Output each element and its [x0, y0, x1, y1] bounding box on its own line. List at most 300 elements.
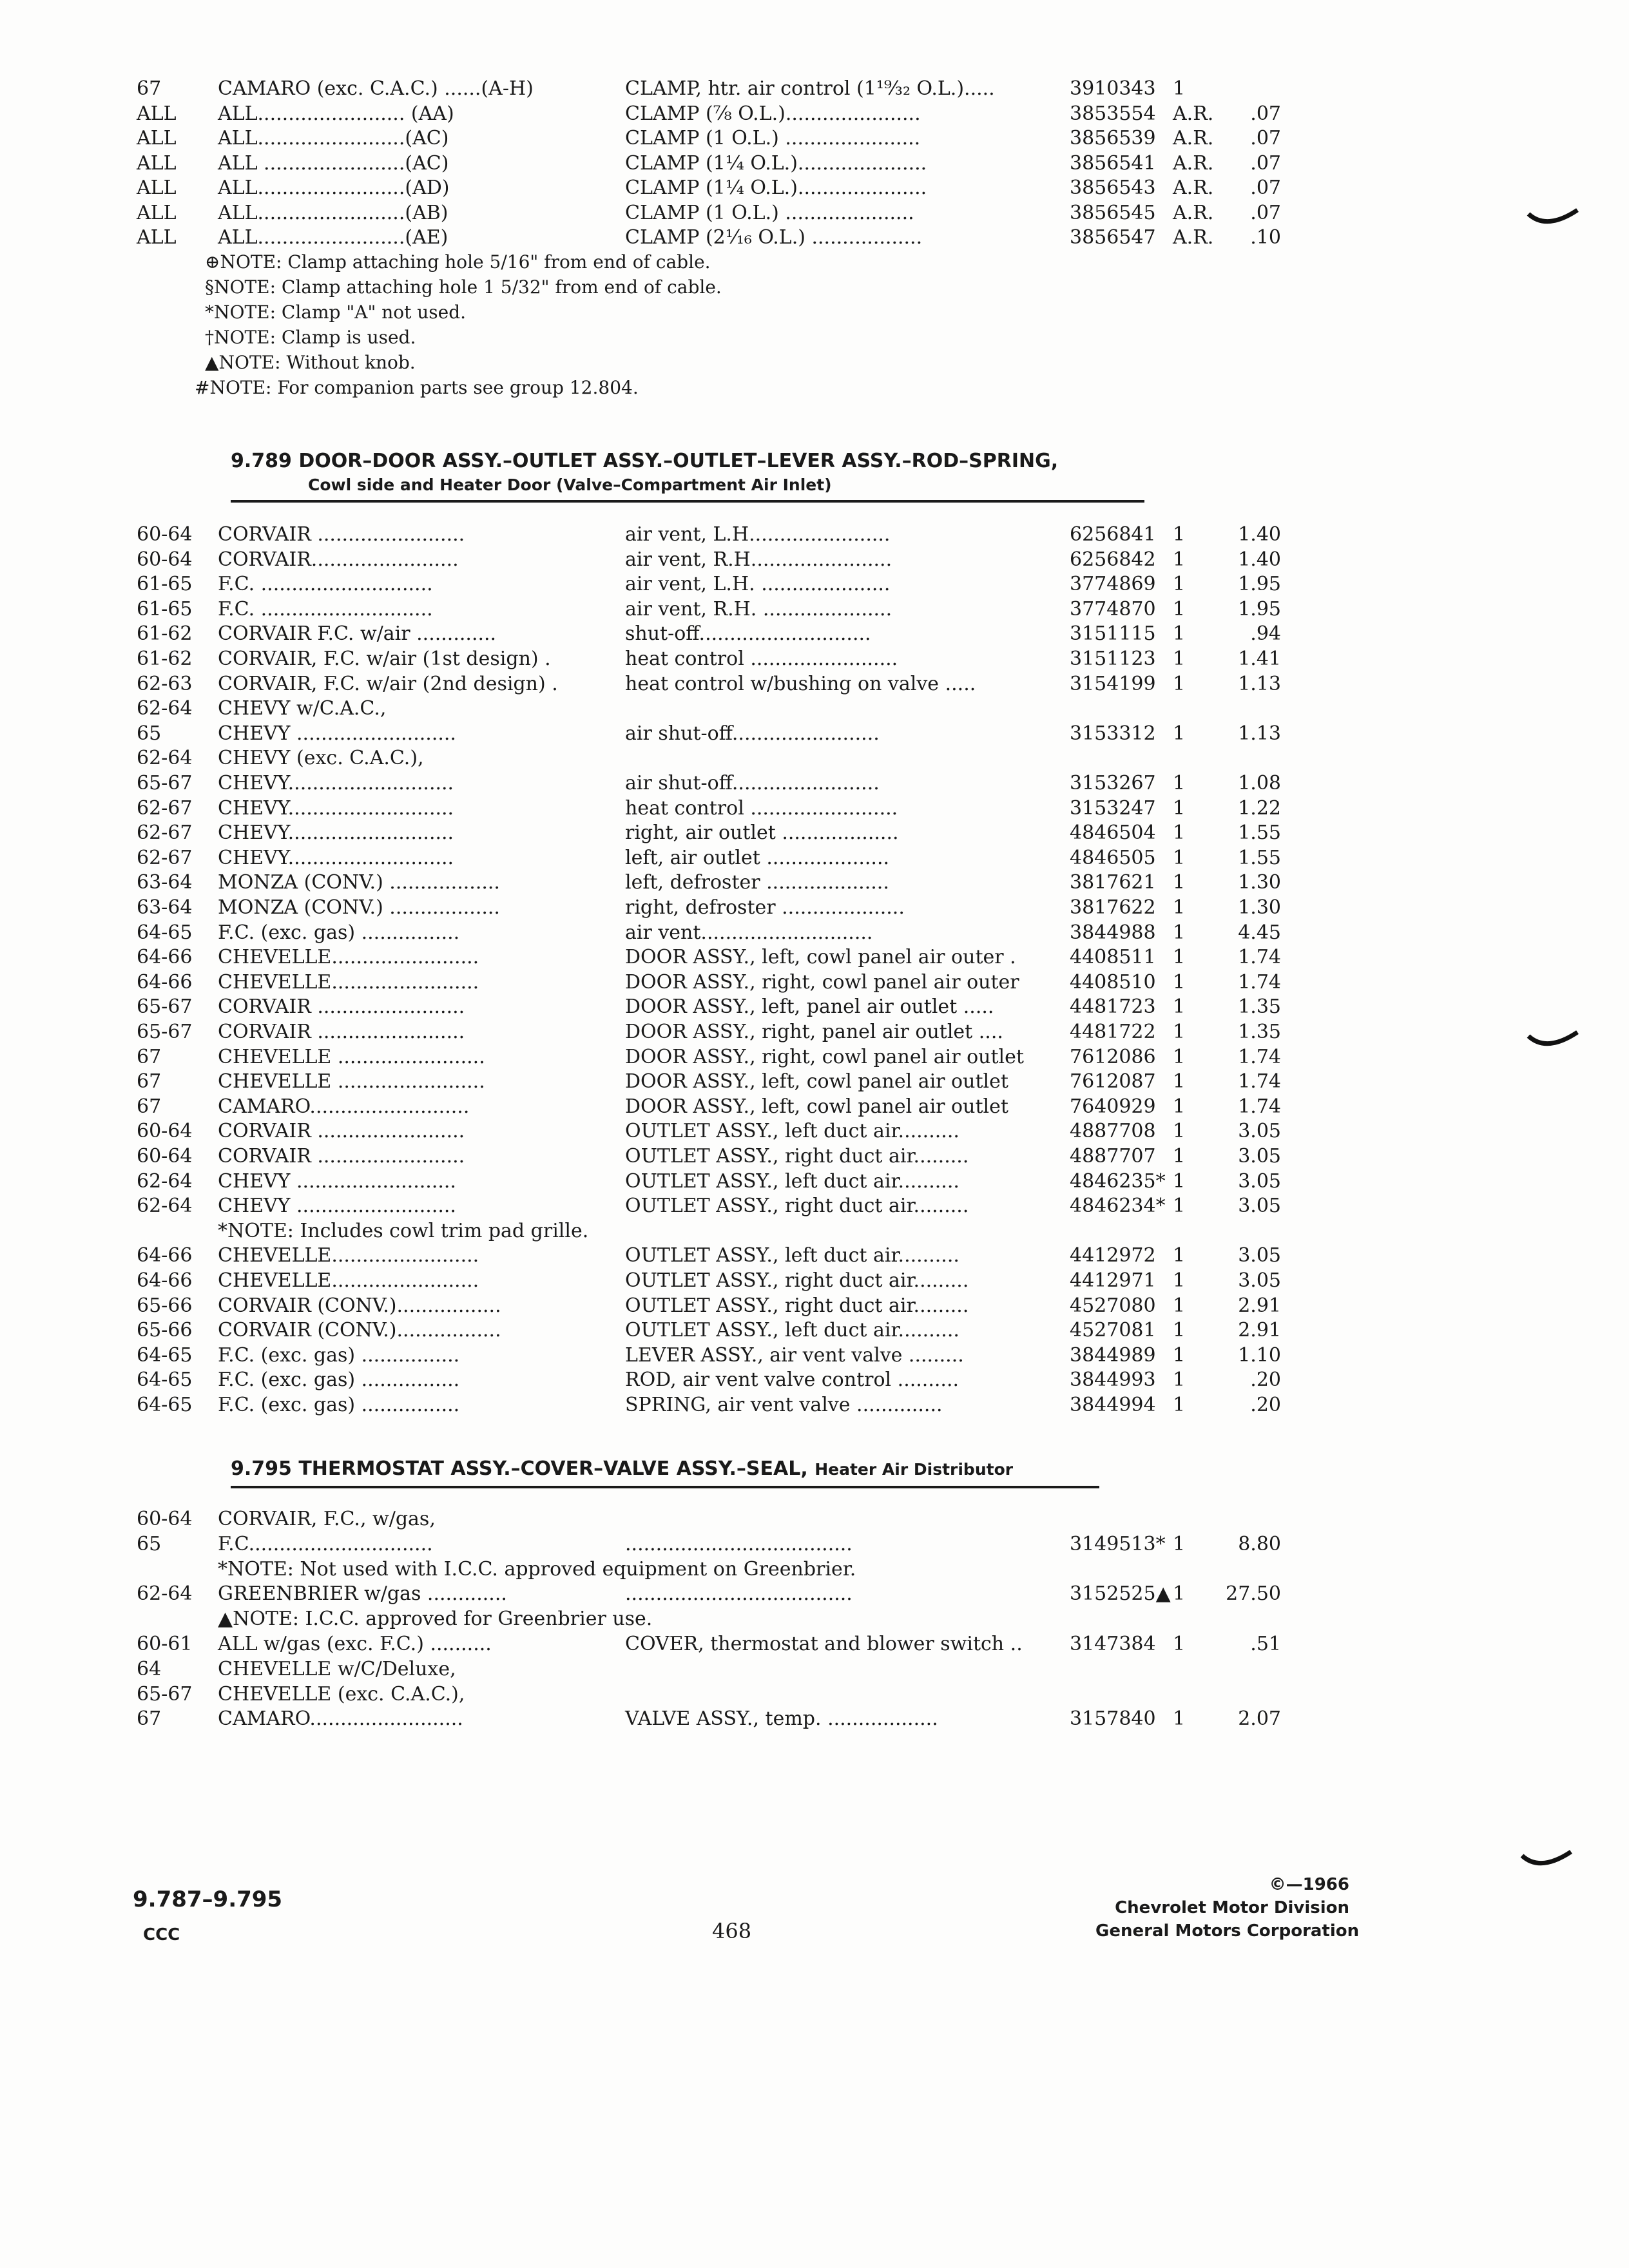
- model-cell: CHEVELLE........................: [218, 970, 479, 994]
- year-cell: 64-66: [137, 970, 193, 994]
- description-cell: DOOR ASSY., left, panel air outlet .....: [625, 995, 994, 1019]
- price-cell: 1.13: [1238, 672, 1281, 695]
- price-cell: .07: [1250, 102, 1281, 125]
- part-number-cell: 4527080: [1070, 1294, 1156, 1317]
- quantity-cell: 1: [1173, 896, 1186, 919]
- model-cell: CHEVELLE........................: [218, 1244, 479, 1267]
- quantity-cell: 1: [1173, 77, 1186, 100]
- price-cell: .07: [1250, 127, 1281, 149]
- quantity-cell: 1: [1173, 523, 1186, 546]
- model-cell: CHEVY...........................: [218, 772, 454, 794]
- part-number-cell: 3147384: [1070, 1633, 1156, 1655]
- parts-row: [0, 1094, 1418, 1120]
- year-cell: 62-64: [137, 1195, 193, 1218]
- parts-row: [0, 1293, 1418, 1319]
- parts-row: [0, 1532, 1418, 1557]
- description-cell: OUTLET ASSY., right duct air.........: [625, 1294, 969, 1317]
- description-cell: air vent............................: [625, 921, 873, 944]
- binding-hole-mark-2: [1527, 1030, 1579, 1052]
- part-number-cell: 7640929: [1070, 1095, 1156, 1118]
- year-cell: 64-65: [137, 1369, 193, 1392]
- footnote: †NOTE: Clamp is used.: [205, 327, 416, 348]
- quantity-cell: 1: [1173, 796, 1186, 820]
- parts-row: [0, 1557, 1418, 1582]
- model-cell: CHEVELLE ........................: [218, 1045, 485, 1068]
- part-number-cell: 6256842: [1070, 548, 1156, 571]
- quantity-cell: 1: [1173, 1319, 1186, 1342]
- parts-row: [0, 225, 1418, 251]
- part-number-cell: 3153267: [1070, 772, 1156, 794]
- price-cell: .51: [1250, 1633, 1281, 1655]
- parts-row: [0, 671, 1418, 697]
- parts-row: [0, 1506, 1418, 1532]
- model-cell: F.C. (exc. gas) ................: [218, 1343, 460, 1367]
- year-cell: 62-67: [137, 846, 193, 869]
- description-cell: heat control ........................: [625, 648, 898, 670]
- part-number-cell: 7612086: [1070, 1045, 1156, 1068]
- description-cell: air vent, L.H. .....................: [625, 573, 891, 596]
- model-cell: CORVAIR, F.C., w/gas,: [218, 1508, 436, 1530]
- price-cell: 3.05: [1238, 1269, 1281, 1292]
- year-cell: 62-67: [137, 822, 193, 845]
- part-number-cell: 3856539: [1070, 127, 1156, 149]
- parts-row: [0, 1193, 1418, 1219]
- part-number-cell: 4846504: [1070, 822, 1156, 845]
- part-number-cell: 4481723: [1070, 995, 1156, 1019]
- description-cell: VALVE ASSY., temp. ..................: [625, 1707, 938, 1731]
- part-number-cell: 4846235*: [1070, 1169, 1166, 1193]
- year-cell: 60-64: [137, 1120, 193, 1143]
- description-cell: DOOR ASSY., right, cowl panel air outer: [625, 970, 1019, 994]
- description-cell: air shut-off........................: [625, 772, 880, 794]
- description-cell: air vent, R.H.......................: [625, 548, 892, 571]
- model-cell: CAMARO (exc. C.A.C.) ......(A-H): [218, 77, 534, 100]
- binding-hole-mark-1: [1527, 207, 1579, 229]
- footer-catalog-code: CCC: [143, 1925, 180, 1945]
- parts-row: [0, 597, 1418, 622]
- description-cell: OUTLET ASSY., right duct air.........: [625, 1145, 969, 1168]
- model-cell: *NOTE: Includes cowl trim pad grille.: [218, 1219, 589, 1242]
- part-number-cell: 4408510: [1070, 970, 1156, 994]
- model-cell: CHEVELLE (exc. C.A.C.),: [218, 1682, 465, 1706]
- price-cell: 1.35: [1238, 1021, 1281, 1043]
- year-cell: 64-65: [137, 1343, 193, 1367]
- footer-corporation: General Motors Corporation: [1095, 1921, 1360, 1941]
- quantity-cell: 1: [1173, 995, 1186, 1019]
- year-cell: ALL: [137, 127, 177, 149]
- part-number-cell: 3774869: [1070, 573, 1156, 596]
- parts-row: [0, 920, 1418, 946]
- year-cell: 67: [137, 1045, 162, 1068]
- part-number-cell: 3856543: [1070, 177, 1156, 199]
- parts-row: [0, 945, 1418, 970]
- part-number-cell: 4481722: [1070, 1021, 1156, 1043]
- section-795-subtitle: Heater Air Distributor: [815, 1460, 1014, 1479]
- parts-row: [0, 1367, 1418, 1393]
- quantity-cell: 1: [1173, 1145, 1186, 1168]
- model-cell: F.C. (exc. gas) ................: [218, 921, 460, 944]
- part-number-cell: 4412971: [1070, 1269, 1156, 1292]
- price-cell: 3.05: [1238, 1145, 1281, 1168]
- year-cell: 67: [137, 1070, 162, 1093]
- binding-hole-mark-3: [1521, 1849, 1572, 1871]
- part-number-cell: 3774870: [1070, 597, 1156, 620]
- footnote: #NOTE: For companion parts see group 12.804.: [195, 377, 639, 398]
- quantity-cell: 1: [1173, 772, 1186, 794]
- year-cell: ALL: [137, 102, 177, 125]
- quantity-cell: A.R.: [1173, 201, 1214, 224]
- quantity-cell: 1: [1173, 722, 1186, 745]
- year-cell: ALL: [137, 151, 177, 175]
- quantity-cell: 1: [1173, 548, 1186, 571]
- part-number-cell: 3154199: [1070, 672, 1156, 695]
- quantity-cell: 1: [1173, 871, 1186, 894]
- quantity-cell: 1: [1173, 1021, 1186, 1043]
- description-cell: CLAMP (1 O.L.) .....................: [625, 201, 914, 224]
- model-cell: CHEVY (exc. C.A.C.),: [218, 747, 424, 770]
- model-cell: F.C. (exc. gas) ................: [218, 1394, 460, 1416]
- part-number-cell: 3153247: [1070, 796, 1156, 820]
- model-cell: CORVAIR ........................: [218, 995, 465, 1019]
- quantity-cell: 1: [1173, 1707, 1186, 1731]
- section-795-title-text: 9.795 THERMOSTAT ASSY.–COVER–VALVE ASSY.–SEAL,: [231, 1457, 808, 1480]
- description-cell: .....................................: [625, 1582, 853, 1606]
- description-cell: OUTLET ASSY., left duct air..........: [625, 1319, 959, 1342]
- part-number-cell: 7612087: [1070, 1070, 1156, 1093]
- parts-row: [0, 994, 1418, 1020]
- price-cell: 3.05: [1238, 1244, 1281, 1267]
- parts-row: [0, 547, 1418, 573]
- quantity-cell: 1: [1173, 822, 1186, 845]
- year-cell: 64-66: [137, 1244, 193, 1267]
- model-cell: CHEVY...........................: [218, 846, 454, 869]
- quantity-cell: 1: [1173, 597, 1186, 620]
- parts-row: [0, 870, 1418, 896]
- page-number: 468: [712, 1919, 752, 1943]
- description-cell: air vent, R.H. .....................: [625, 597, 892, 620]
- quantity-cell: 1: [1173, 1095, 1186, 1118]
- parts-row: [0, 796, 1418, 822]
- parts-row: [0, 1657, 1418, 1682]
- model-cell: CORVAIR F.C. w/air .............: [218, 622, 497, 646]
- part-number-cell: 3149513*: [1070, 1532, 1166, 1555]
- part-number-cell: 3152525▲: [1070, 1582, 1171, 1606]
- model-cell: ALL........................(AB): [218, 201, 448, 224]
- parts-row: [0, 1392, 1418, 1418]
- quantity-cell: 1: [1173, 573, 1186, 596]
- description-cell: SPRING, air vent valve ..............: [625, 1394, 943, 1416]
- part-number-cell: 3151115: [1070, 622, 1156, 646]
- section-789-rule: [231, 500, 1144, 503]
- year-cell: 65-67: [137, 1682, 193, 1706]
- model-cell: ▲NOTE: I.C.C. approved for Greenbrier use.: [218, 1608, 653, 1631]
- quantity-cell: 1: [1173, 1070, 1186, 1093]
- footer-copyright: ©—1966: [1269, 1875, 1349, 1894]
- price-cell: 1.74: [1238, 970, 1281, 994]
- description-cell: ROD, air vent valve control ..........: [625, 1369, 959, 1392]
- year-cell: 60-64: [137, 523, 193, 546]
- price-cell: .10: [1250, 226, 1281, 249]
- quantity-cell: 1: [1173, 1195, 1186, 1218]
- year-cell: 67: [137, 1707, 162, 1731]
- parts-row: [0, 1069, 1418, 1095]
- model-cell: *NOTE: Not used with I.C.C. approved equipment on Greenbrier.: [218, 1557, 856, 1581]
- price-cell: 1.08: [1238, 772, 1281, 794]
- model-cell: CAMARO..........................: [218, 1095, 470, 1118]
- parts-row: [0, 1119, 1418, 1144]
- parts-row: [0, 1019, 1418, 1045]
- description-cell: LEVER ASSY., air vent valve .........: [625, 1343, 964, 1367]
- quantity-cell: 1: [1173, 1169, 1186, 1193]
- quantity-cell: 1: [1173, 1532, 1186, 1555]
- price-cell: 1.41: [1238, 648, 1281, 670]
- part-number-cell: 3856547: [1070, 226, 1156, 249]
- price-cell: 1.55: [1238, 846, 1281, 869]
- parts-row: [0, 1169, 1418, 1195]
- part-number-cell: 4887708: [1070, 1120, 1156, 1143]
- description-cell: right, air outlet ...................: [625, 822, 899, 845]
- part-number-cell: 4412972: [1070, 1244, 1156, 1267]
- part-number-cell: 3844989: [1070, 1343, 1156, 1367]
- year-cell: 65: [137, 1532, 162, 1555]
- parts-row: [0, 1144, 1418, 1169]
- year-cell: 61-62: [137, 622, 193, 646]
- year-cell: 65-67: [137, 995, 193, 1019]
- description-cell: DOOR ASSY., left, cowl panel air outlet: [625, 1095, 1008, 1118]
- model-cell: CORVAIR ........................: [218, 523, 465, 546]
- model-cell: F.C. ............................: [218, 573, 433, 596]
- year-cell: 65: [137, 722, 162, 745]
- parts-row: [0, 101, 1418, 127]
- section-795-title: [231, 1457, 1013, 1480]
- parts-row: [0, 1218, 1418, 1244]
- model-cell: CORVAIR ........................: [218, 1120, 465, 1143]
- parts-row: [0, 696, 1418, 722]
- year-cell: 63-64: [137, 871, 193, 894]
- parts-row: [0, 1268, 1418, 1294]
- part-number-cell: 3844994: [1070, 1394, 1156, 1416]
- parts-row: [0, 200, 1418, 226]
- part-number-cell: 3817622: [1070, 896, 1156, 919]
- part-number-cell: 6256841: [1070, 523, 1156, 546]
- year-cell: 67: [137, 77, 162, 100]
- model-cell: MONZA (CONV.) ..................: [218, 896, 500, 919]
- model-cell: ALL........................ (AA): [218, 102, 454, 125]
- parts-row: [0, 1581, 1418, 1607]
- year-cell: 64-65: [137, 921, 193, 944]
- description-cell: OUTLET ASSY., left duct air..........: [625, 1244, 959, 1267]
- quantity-cell: 1: [1173, 921, 1186, 944]
- section-789-title: 9.789 DOOR–DOOR ASSY.–OUTLET ASSY.–OUTLET–LEVER ASSY.–ROD–SPRING,: [231, 450, 1059, 472]
- description-cell: CLAMP (1 O.L.) ......................: [625, 127, 921, 149]
- year-cell: 64: [137, 1657, 162, 1680]
- price-cell: 27.50: [1226, 1582, 1281, 1606]
- year-cell: 60-64: [137, 548, 193, 571]
- quantity-cell: 1: [1173, 1244, 1186, 1267]
- parts-row: [0, 151, 1418, 177]
- quantity-cell: A.R.: [1173, 127, 1214, 149]
- model-cell: CHEVY...........................: [218, 796, 454, 820]
- footer-group-range: 9.787–9.795: [133, 1887, 283, 1912]
- quantity-cell: 1: [1173, 1045, 1186, 1068]
- year-cell: 61-62: [137, 648, 193, 670]
- price-cell: 3.05: [1238, 1169, 1281, 1193]
- footnote: ⊕NOTE: Clamp attaching hole 5/16" from end of cable.: [205, 251, 711, 273]
- quantity-cell: 1: [1173, 1369, 1186, 1392]
- year-cell: 62-64: [137, 1582, 193, 1606]
- part-number-cell: 4527081: [1070, 1319, 1156, 1342]
- year-cell: 61-65: [137, 597, 193, 620]
- year-cell: 65-66: [137, 1294, 193, 1317]
- description-cell: CLAMP (1¼ O.L.).....................: [625, 151, 927, 175]
- price-cell: 1.74: [1238, 1070, 1281, 1093]
- price-cell: 1.74: [1238, 1045, 1281, 1068]
- year-cell: 62-64: [137, 747, 193, 770]
- model-cell: CHEVY...........................: [218, 822, 454, 845]
- year-cell: 65-67: [137, 1021, 193, 1043]
- price-cell: .07: [1250, 151, 1281, 175]
- description-cell: air shut-off........................: [625, 722, 880, 745]
- quantity-cell: 1: [1173, 1582, 1186, 1606]
- model-cell: CHEVY ..........................: [218, 1195, 456, 1218]
- description-cell: .....................................: [625, 1532, 853, 1555]
- parts-row: [0, 970, 1418, 995]
- parts-row: [0, 845, 1418, 871]
- price-cell: 1.74: [1238, 1095, 1281, 1118]
- parts-row: [0, 1706, 1418, 1732]
- description-cell: heat control w/bushing on valve .....: [625, 672, 976, 695]
- footnote: ▲NOTE: Without knob.: [205, 352, 416, 373]
- parts-row: [0, 126, 1418, 151]
- parts-row: [0, 1044, 1418, 1070]
- price-cell: 1.95: [1238, 597, 1281, 620]
- price-cell: 4.45: [1238, 921, 1281, 944]
- description-cell: DOOR ASSY., left, cowl panel air outer .: [625, 946, 1016, 969]
- price-cell: 3.05: [1238, 1195, 1281, 1218]
- quantity-cell: 1: [1173, 946, 1186, 969]
- quantity-cell: 1: [1173, 1294, 1186, 1317]
- description-cell: shut-off............................: [625, 622, 871, 646]
- quantity-cell: 1: [1173, 1633, 1186, 1655]
- price-cell: 1.30: [1238, 896, 1281, 919]
- description-cell: CLAMP (⅞ O.L.)......................: [625, 102, 921, 125]
- year-cell: 67: [137, 1095, 162, 1118]
- year-cell: 65-66: [137, 1319, 193, 1342]
- price-cell: 1.30: [1238, 871, 1281, 894]
- year-cell: 65-67: [137, 772, 193, 794]
- part-number-cell: 3856545: [1070, 201, 1156, 224]
- price-cell: 1.74: [1238, 946, 1281, 969]
- year-cell: 60-64: [137, 1508, 193, 1530]
- description-cell: DOOR ASSY., right, cowl panel air outlet: [625, 1045, 1024, 1068]
- year-cell: 62-64: [137, 1169, 193, 1193]
- description-cell: OUTLET ASSY., left duct air..........: [625, 1120, 959, 1143]
- model-cell: CORVAIR........................: [218, 548, 459, 571]
- price-cell: 1.95: [1238, 573, 1281, 596]
- part-number-cell: 3153312: [1070, 722, 1156, 745]
- part-number-cell: 4846234*: [1070, 1195, 1166, 1218]
- model-cell: CHEVY ..........................: [218, 1169, 456, 1193]
- model-cell: CORVAIR ........................: [218, 1145, 465, 1168]
- description-cell: OUTLET ASSY., right duct air.........: [625, 1269, 969, 1292]
- parts-row: [0, 646, 1418, 672]
- description-cell: left, air outlet ....................: [625, 846, 890, 869]
- model-cell: F.C. ............................: [218, 597, 433, 620]
- year-cell: 63-64: [137, 896, 193, 919]
- quantity-cell: 1: [1173, 970, 1186, 994]
- year-cell: 60-64: [137, 1145, 193, 1168]
- quantity-cell: 1: [1173, 1269, 1186, 1292]
- parts-row: [0, 621, 1418, 647]
- year-cell: 62-67: [137, 796, 193, 820]
- price-cell: 1.13: [1238, 722, 1281, 745]
- model-cell: CORVAIR (CONV.).................: [218, 1319, 501, 1342]
- description-cell: CLAMP (2⅟₁₆ O.L.) ..................: [625, 226, 923, 249]
- description-cell: CLAMP, htr. air control (1¹⁹⁄₃₂ O.L.).....: [625, 77, 995, 100]
- price-cell: .20: [1250, 1369, 1281, 1392]
- model-cell: ALL........................(AD): [218, 177, 450, 199]
- price-cell: 1.40: [1238, 548, 1281, 571]
- year-cell: ALL: [137, 201, 177, 224]
- price-cell: .20: [1250, 1394, 1281, 1416]
- part-number-cell: 3844988: [1070, 921, 1156, 944]
- model-cell: CHEVY ..........................: [218, 722, 456, 745]
- description-cell: left, defroster ....................: [625, 871, 889, 894]
- description-cell: heat control ........................: [625, 796, 898, 820]
- price-cell: 2.91: [1238, 1319, 1281, 1342]
- parts-row: [0, 1343, 1418, 1369]
- model-cell: F.C..............................: [218, 1532, 433, 1555]
- footer-division: Chevrolet Motor Division: [1115, 1898, 1349, 1917]
- footnote: *NOTE: Clamp "A" not used.: [205, 302, 467, 323]
- model-cell: CHEVELLE........................: [218, 1269, 479, 1292]
- part-number-cell: 3844993: [1070, 1369, 1156, 1392]
- quantity-cell: A.R.: [1173, 226, 1214, 249]
- parts-row: [0, 1631, 1418, 1657]
- quantity-cell: 1: [1173, 1120, 1186, 1143]
- parts-row: [0, 895, 1418, 921]
- quantity-cell: A.R.: [1173, 151, 1214, 175]
- section-789-subtitle: Cowl side and Heater Door (Valve–Compartment Air Inlet): [308, 476, 832, 494]
- year-cell: 64-66: [137, 1269, 193, 1292]
- description-cell: OUTLET ASSY., right duct air.........: [625, 1195, 969, 1218]
- quantity-cell: 1: [1173, 648, 1186, 670]
- year-cell: 60-61: [137, 1633, 193, 1655]
- model-cell: ALL w/gas (exc. F.C.) ..........: [218, 1633, 492, 1655]
- quantity-cell: A.R.: [1173, 177, 1214, 199]
- model-cell: CHEVELLE w/C/Deluxe,: [218, 1657, 456, 1680]
- part-number-cell: 3151123: [1070, 648, 1156, 670]
- parts-row: [0, 175, 1418, 201]
- year-cell: 62-64: [137, 697, 193, 720]
- description-cell: DOOR ASSY., right, panel air outlet ....: [625, 1021, 1003, 1043]
- model-cell: CORVAIR (CONV.).................: [218, 1294, 501, 1317]
- parts-row: [0, 745, 1418, 771]
- quantity-cell: A.R.: [1173, 102, 1214, 125]
- quantity-cell: 1: [1173, 846, 1186, 869]
- quantity-cell: 1: [1173, 1343, 1186, 1367]
- year-cell: ALL: [137, 177, 177, 199]
- model-cell: GREENBRIER w/gas .............: [218, 1582, 507, 1606]
- price-cell: 8.80: [1238, 1532, 1281, 1555]
- price-cell: 1.35: [1238, 995, 1281, 1019]
- year-cell: 64-66: [137, 946, 193, 969]
- model-cell: ALL........................(AE): [218, 226, 448, 249]
- year-cell: ALL: [137, 226, 177, 249]
- price-cell: .07: [1250, 201, 1281, 224]
- part-number-cell: 3157840: [1070, 1707, 1156, 1731]
- price-cell: 3.05: [1238, 1120, 1281, 1143]
